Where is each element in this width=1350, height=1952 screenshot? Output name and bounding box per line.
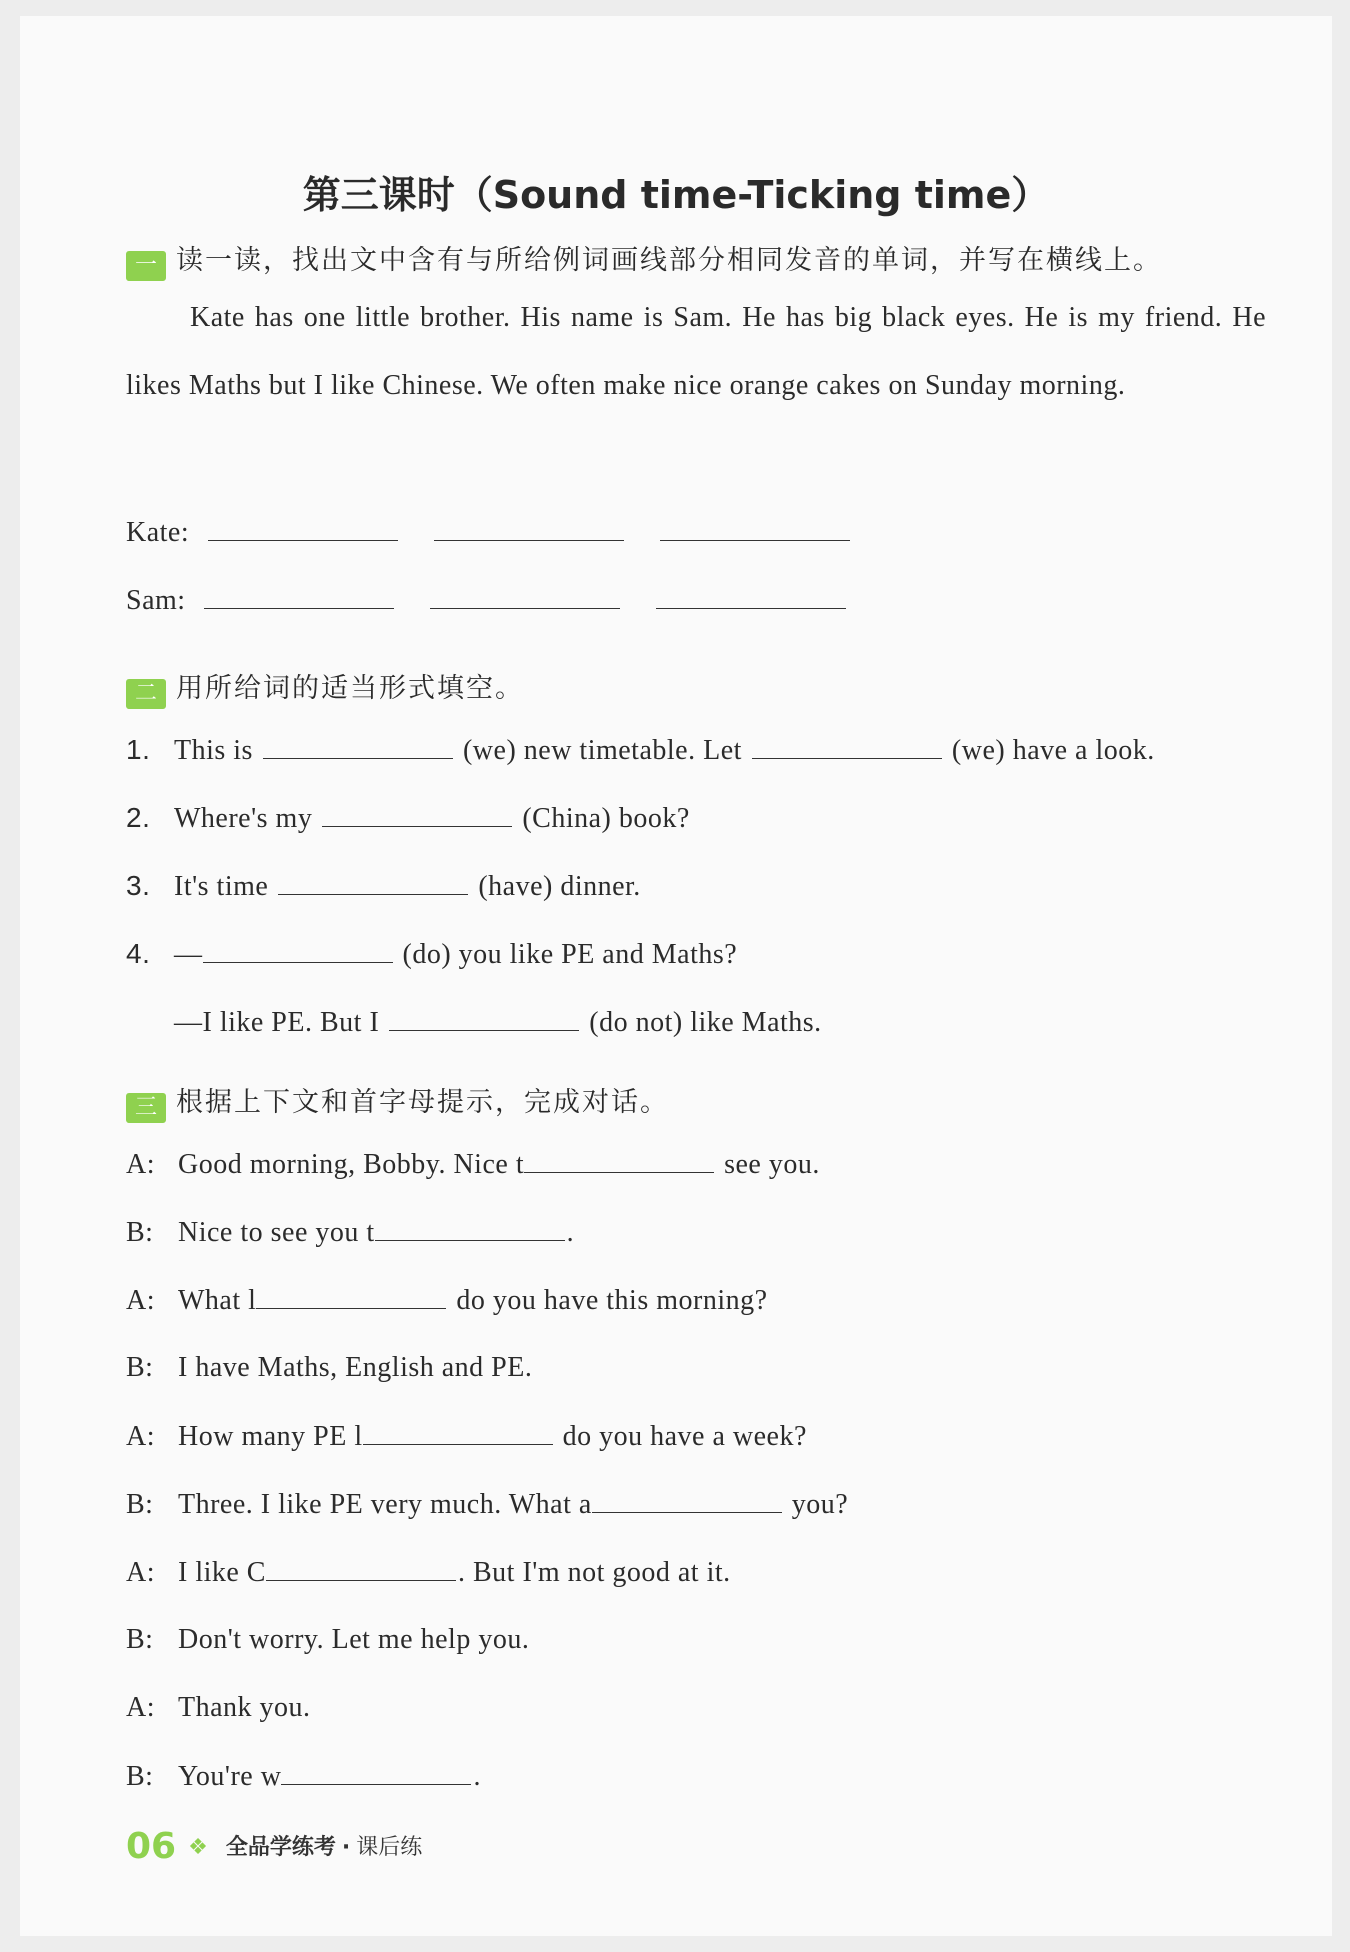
section-1-instruction: 读一读，找出文中含有与所给例词画线部分相同发音的单词，并写在横线上。 bbox=[176, 245, 1162, 276]
footer-separator: · bbox=[341, 1835, 351, 1860]
section-1-heading bbox=[126, 238, 1162, 281]
question-number: 3. bbox=[126, 870, 151, 901]
question-text: It's time bbox=[174, 871, 269, 902]
dialogue-line bbox=[126, 1420, 807, 1453]
sam-label: Sam: bbox=[126, 585, 186, 616]
question-text: (we) have a look. bbox=[951, 735, 1155, 766]
answer-blank[interactable] bbox=[266, 1556, 456, 1581]
question-text: (have) dinner. bbox=[478, 871, 641, 902]
question-text: Where's my bbox=[174, 803, 313, 834]
dialogue-text: . bbox=[566, 1217, 575, 1248]
dialogue-line bbox=[126, 1760, 481, 1793]
dialogue-text: Good morning, Bobby. Nice t bbox=[178, 1149, 525, 1180]
answer-blank[interactable] bbox=[752, 734, 942, 759]
kate-blank-3[interactable] bbox=[660, 516, 850, 541]
dialogue-text: Three. I like PE very much. What a bbox=[178, 1489, 592, 1520]
sam-row bbox=[126, 584, 856, 617]
answer-blank[interactable] bbox=[389, 1006, 579, 1031]
question-number: 4. bbox=[126, 938, 151, 969]
dialogue-text: Thank you. bbox=[178, 1692, 311, 1723]
answer-blank[interactable] bbox=[263, 734, 453, 759]
dialogue-text: You're w bbox=[178, 1761, 282, 1792]
speaker: A: bbox=[126, 1149, 155, 1180]
question-text: (we) new timetable. Let bbox=[462, 735, 742, 766]
dialogue-text: . bbox=[473, 1761, 481, 1792]
dialogue-text: I like C bbox=[178, 1557, 266, 1588]
dialogue-text: How many PE l bbox=[178, 1421, 363, 1452]
question-4 bbox=[126, 938, 737, 971]
kate-row bbox=[126, 516, 860, 549]
sam-blank-1[interactable] bbox=[204, 584, 394, 609]
dialogue-line bbox=[126, 1488, 848, 1521]
question-text: (do not) like Maths. bbox=[589, 1007, 822, 1038]
dialogue-line bbox=[126, 1284, 768, 1317]
question-1 bbox=[126, 734, 1155, 767]
speaker: A: bbox=[126, 1285, 155, 1316]
sam-blank-3[interactable] bbox=[656, 584, 846, 609]
answer-blank[interactable] bbox=[375, 1216, 565, 1241]
dialogue-line bbox=[126, 1556, 731, 1589]
answer-blank[interactable] bbox=[592, 1488, 782, 1513]
question-text: This is bbox=[174, 735, 253, 766]
answer-blank[interactable] bbox=[203, 938, 393, 963]
dialogue-line bbox=[126, 1216, 574, 1249]
dialogue-text: Don't worry. Let me help you. bbox=[178, 1624, 530, 1655]
footer-brand: 全品学练考 bbox=[225, 1835, 336, 1860]
kate-blank-2[interactable] bbox=[434, 516, 624, 541]
kate-label: Kate: bbox=[126, 517, 190, 548]
section-2-badge: 二 bbox=[126, 679, 166, 709]
answer-blank[interactable] bbox=[278, 870, 468, 895]
section-2-heading bbox=[126, 666, 524, 709]
question-text: (do) you like PE and Maths? bbox=[402, 939, 738, 970]
diamond-icon: ❖ bbox=[188, 1835, 208, 1860]
speaker: A: bbox=[126, 1421, 155, 1452]
speaker: B: bbox=[126, 1217, 154, 1248]
dialogue-line bbox=[126, 1692, 311, 1724]
speaker: A: bbox=[126, 1692, 155, 1723]
reading-passage: Kate has one little brother. His name is Sam. He has big black eyes. He is my friend. He likes Maths but I like Chinese. We often make nice orange cakes on Sunday morning. bbox=[126, 302, 1266, 401]
section-3-badge: 三 bbox=[126, 1093, 166, 1123]
question-number: 1. bbox=[126, 734, 151, 765]
question-text: —I like PE. But I bbox=[174, 1007, 380, 1038]
dialogue-line bbox=[126, 1624, 529, 1656]
worksheet-page bbox=[20, 16, 1332, 1936]
page-number: 06 bbox=[126, 1826, 177, 1867]
question-number: 2. bbox=[126, 802, 151, 833]
dialogue-text: see you. bbox=[724, 1149, 820, 1180]
answer-blank[interactable] bbox=[524, 1148, 714, 1173]
dialogue-text: I have Maths, English and PE. bbox=[178, 1352, 533, 1383]
dialogue-line bbox=[126, 1352, 532, 1384]
dialogue-text: . But I'm not good at it. bbox=[458, 1557, 731, 1588]
question-text: — bbox=[174, 939, 203, 970]
section-2-instruction: 用所给词的适当形式填空。 bbox=[176, 673, 524, 704]
speaker: B: bbox=[126, 1624, 154, 1655]
kate-blank-1[interactable] bbox=[208, 516, 398, 541]
answer-blank[interactable] bbox=[363, 1420, 553, 1445]
question-3 bbox=[126, 870, 641, 903]
section-3-instruction: 根据上下文和首字母提示，完成对话。 bbox=[176, 1087, 669, 1118]
footer-subtitle: 课后练 bbox=[356, 1835, 423, 1860]
question-4-reply bbox=[174, 1006, 822, 1039]
question-text: (China) book? bbox=[522, 803, 690, 834]
sam-blank-2[interactable] bbox=[430, 584, 620, 609]
speaker: B: bbox=[126, 1352, 154, 1383]
speaker: B: bbox=[126, 1489, 154, 1520]
dialogue-text: Nice to see you t bbox=[178, 1217, 375, 1248]
answer-blank[interactable] bbox=[256, 1284, 446, 1309]
dialogue-text: do you have a week? bbox=[562, 1421, 807, 1452]
dialogue-text: do you have this morning? bbox=[456, 1285, 768, 1316]
speaker: B: bbox=[126, 1761, 154, 1792]
speaker: A: bbox=[126, 1557, 155, 1588]
dialogue-line bbox=[126, 1148, 820, 1181]
dialogue-text: What l bbox=[178, 1285, 257, 1316]
question-2 bbox=[126, 802, 690, 835]
page-title: 第三课时（Sound time-Ticking time） bbox=[302, 173, 1050, 217]
answer-blank[interactable] bbox=[281, 1760, 471, 1785]
dialogue-text: you? bbox=[791, 1489, 849, 1520]
section-3-heading bbox=[126, 1080, 669, 1123]
page-footer bbox=[126, 1826, 422, 1867]
section-1-badge: 一 bbox=[126, 251, 166, 281]
answer-blank[interactable] bbox=[322, 802, 512, 827]
